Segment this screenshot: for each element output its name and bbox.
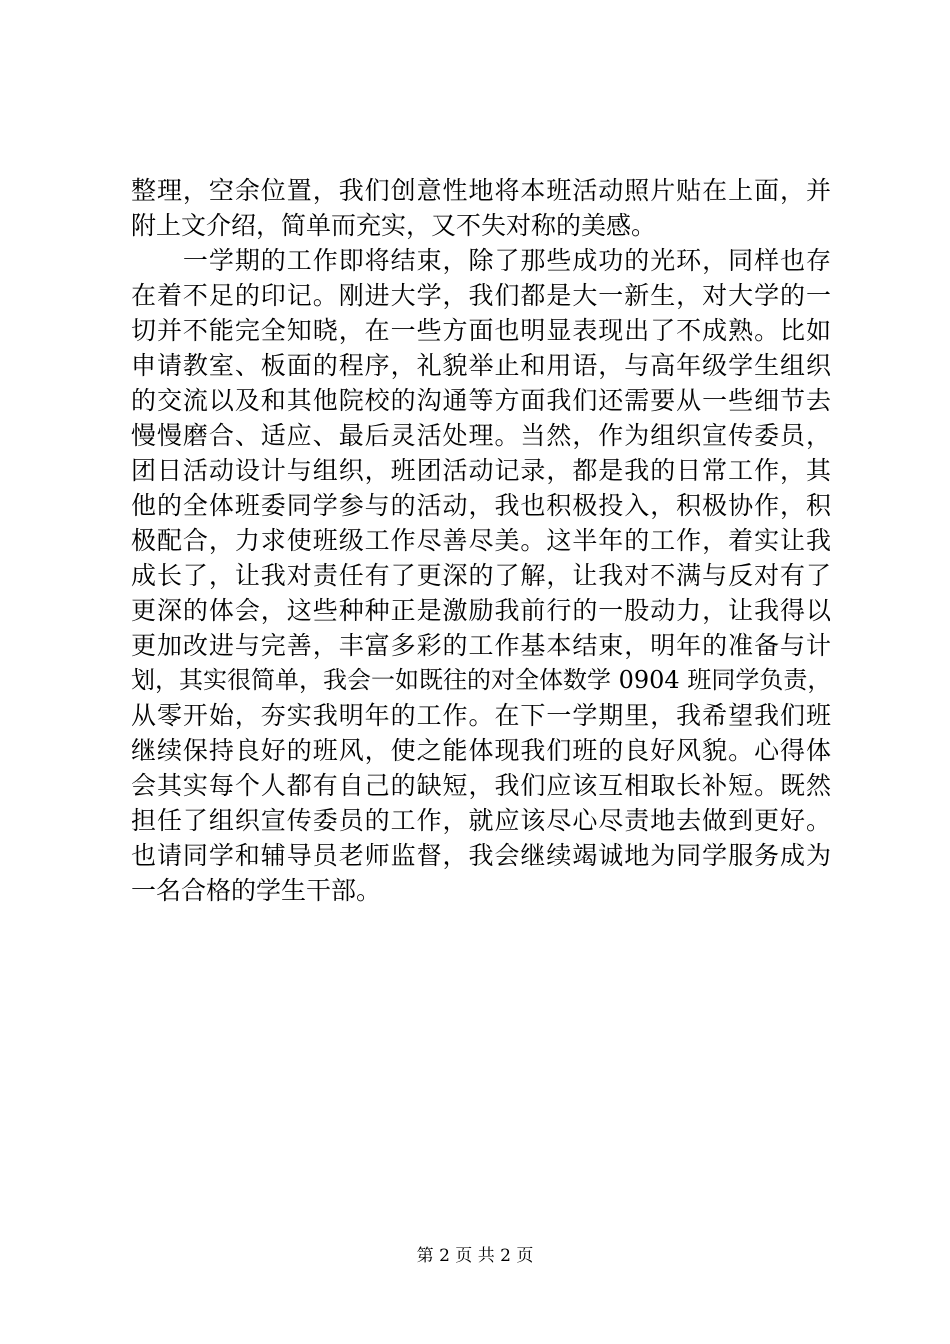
text-line: 更深的体会，这些种种正是激励我前行的一股动力，让我得以	[131, 596, 831, 625]
text-line: 一学期的工作即将结束，除了那些成功的光环，同样也存	[131, 246, 831, 275]
text-line: 慢慢磨合、适应、最后灵活处理。当然，作为组织宣传委员，	[131, 421, 831, 450]
text-line: 从零开始，夯实我明年的工作。在下一学期里，我希望我们班	[131, 701, 831, 730]
text-line: 也请同学和辅导员老师监督，我会继续竭诚地为同学服务成为	[131, 841, 831, 870]
text-line: 一名合格的学生干部。	[131, 876, 382, 905]
text-line: 整理，空余位置，我们创意性地将本班活动照片贴在上面，并	[131, 176, 831, 205]
text-line: 的交流以及和其他院校的沟通等方面我们还需要从一些细节去	[131, 386, 831, 415]
text-line: 成长了，让我对责任有了更深的了解，让我对不满与反对有了	[131, 561, 831, 590]
text-line: 更加改进与完善，丰富多彩的工作基本结束，明年的准备与计	[131, 631, 831, 660]
text-line: 申请教室、板面的程序，礼貌举止和用语，与高年级学生组织	[131, 351, 831, 380]
text-line: 团日活动设计与组织，班团活动记录，都是我的日常工作，其	[131, 456, 831, 485]
text-line: 在着不足的印记。刚进大学，我们都是大一新生，对大学的一	[131, 281, 831, 310]
text-line: 会其实每个人都有自己的缺短，我们应该互相取长补短。既然	[131, 771, 831, 800]
text-line: 担任了组织宣传委员的工作，就应该尽心尽责地去做到更好。	[131, 806, 831, 835]
text-line: 划，其实很简单，我会一如既往的对全体数学 0904 班同学负责，	[131, 666, 832, 694]
text-line: 附上文介绍，简单而充实，又不失对称的美感。	[131, 211, 657, 240]
body-text	[131, 173, 831, 908]
text-line: 继续保持良好的班风，使之能体现我们班的良好风貌。心得体	[131, 736, 831, 765]
text-line: 极配合，力求使班级工作尽善尽美。这半年的工作，着实让我	[131, 526, 831, 555]
text-line: 他的全体班委同学参与的活动，我也积极投入，积极协作，积	[131, 491, 831, 520]
text-line: 切并不能完全知晓，在一些方面也明显表现出了不成熟。比如	[131, 316, 831, 345]
page-number-footer: 第 2 页 共 2 页	[416, 1246, 534, 1266]
